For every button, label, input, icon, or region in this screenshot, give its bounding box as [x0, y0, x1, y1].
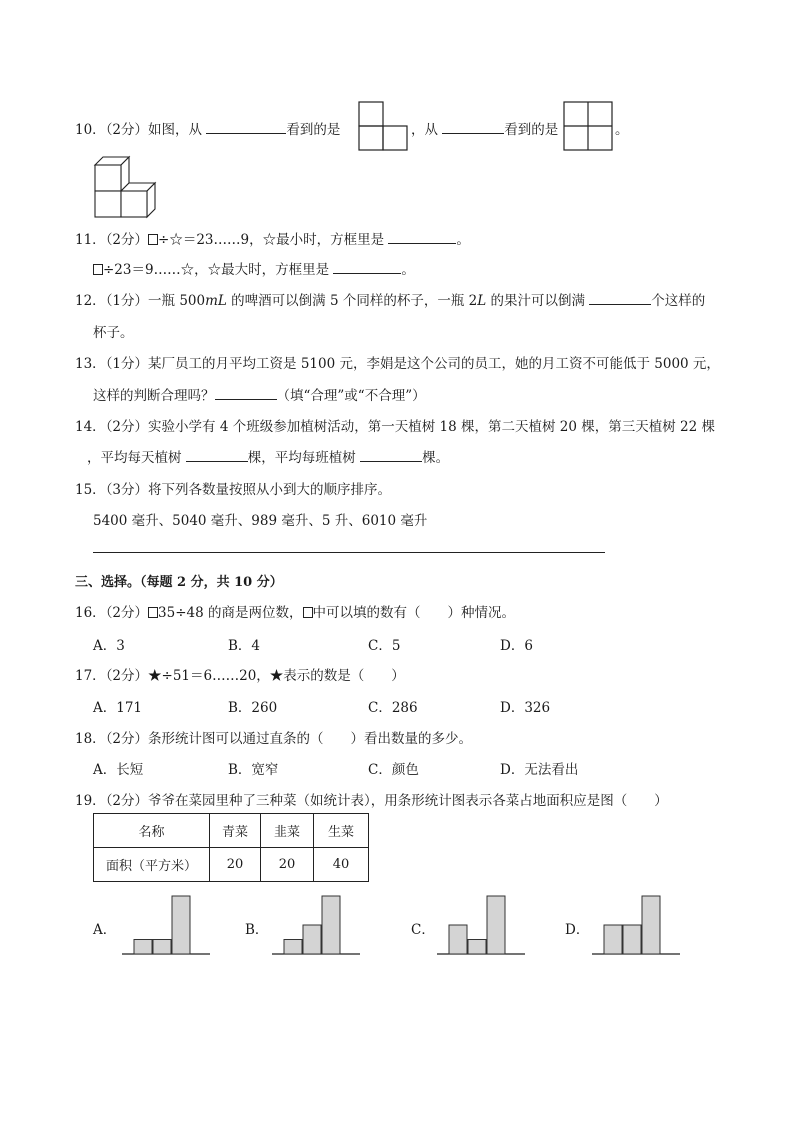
q11-square-icon-2 [93, 264, 103, 275]
q12-unit-ml: mL [205, 293, 227, 309]
q13-text-1: 某厂员工的月平均工资是 5100 元，李娟是这个公司的员工，她的月工资不可能低于 5000 元， [148, 356, 720, 372]
section-3-heading: 三、选择。（每题 2 分，共 10 分） [75, 575, 283, 590]
q10-number: 10． [75, 122, 106, 138]
q11-number: 11． [75, 232, 106, 248]
table-header-name: 名称 [94, 814, 210, 848]
q16-text-1: 35÷48 的商是两位数， [158, 605, 303, 621]
q10-text-2: 看到的是 [286, 122, 341, 138]
q14-blank-2[interactable] [360, 447, 422, 462]
table-header-jiucai: 韭菜 [261, 814, 314, 848]
table-header-qingcai: 青菜 [210, 814, 261, 848]
q14-text-4: 棵。 [422, 450, 450, 466]
q13-line [75, 352, 720, 372]
q16-option-a[interactable]: A．3 [93, 638, 125, 654]
q15-quantities: 5400 毫升、5040 毫升、989 毫升、5 升、6010 毫升 [93, 513, 428, 529]
table-header-shengcai: 生菜 [314, 814, 369, 848]
chart-bar-c-1 [449, 925, 467, 954]
q11-blank-2[interactable] [333, 259, 401, 274]
q19-text-1: 爷爷在菜园里种了三种菜（如统计表），用条形统计图表示各菜占地面积应是图（ ） [148, 793, 668, 809]
q19-statistics-table [93, 813, 369, 882]
q16-option-c[interactable]: C．5 [368, 638, 401, 654]
q14-text-3: 棵，平均每班植树 [247, 450, 356, 466]
q16-score: （2分） [105, 605, 149, 621]
q19-option-a[interactable]: A． [93, 922, 117, 938]
q18-option-d[interactable]: D．无法看出 [500, 762, 579, 778]
table-cell-qingcai: 20 [210, 848, 261, 882]
q13-text-3: （填“合理”或“不合理”） [276, 388, 426, 404]
q17-option-c[interactable]: C．286 [368, 700, 418, 716]
q13-blank[interactable] [215, 385, 277, 400]
chart-bar-a-2 [153, 940, 171, 955]
q12-unit-l: L [477, 293, 487, 309]
q16-square-icon [148, 607, 158, 618]
q14-line [75, 415, 715, 435]
chart-bar-d-3 [642, 896, 660, 954]
q12-text-1: 一瓶 500 [148, 293, 206, 309]
q19-option-b[interactable]: B． [245, 922, 269, 938]
chart-bar-a-1 [134, 940, 152, 955]
q19-chart-b [272, 893, 360, 957]
q10-view-1-image [358, 101, 410, 151]
q10-text-1: 如图，从 [148, 122, 203, 138]
q11-square-icon [148, 234, 158, 245]
q18-number: 18． [75, 731, 106, 747]
q19-chart-d [592, 893, 680, 957]
q18-option-b[interactable]: B．宽窄 [228, 762, 279, 778]
q13-score: （1分） [105, 356, 149, 372]
q17-option-a[interactable]: A．171 [93, 700, 143, 716]
q14-score: （2分） [105, 419, 149, 435]
q17-line [75, 664, 405, 684]
q14-text-1: 实验小学有 4 个班级参加植树活动，第一天植树 18 棵，第二天植树 20 棵，第三天植树 22 棵 [148, 419, 715, 435]
q19-chart-a [122, 893, 210, 957]
q13-text-2: 这样的判断合理吗？ [93, 388, 215, 404]
q12-line [75, 289, 705, 309]
q12-text-2: 的啤酒可以倒满 5 个同样的杯子，一瓶 2 [226, 293, 478, 309]
q17-score: （2分） [105, 668, 149, 684]
q19-option-d[interactable]: D． [565, 922, 590, 938]
chart-bar-b-1 [284, 940, 302, 955]
table-cell-jiucai: 20 [261, 848, 314, 882]
chart-bar-c-2 [468, 940, 486, 955]
q10-blank-2[interactable] [442, 119, 504, 134]
q18-text-1: 条形统计图可以通过直条的（ ）看出数量的多少。 [148, 731, 473, 747]
q15-answer-line[interactable] [93, 551, 605, 553]
q19-line [75, 789, 668, 809]
q19-option-c[interactable]: C． [411, 922, 435, 938]
q16-number: 16． [75, 605, 106, 621]
table-row [94, 848, 369, 882]
q19-number: 19． [75, 793, 106, 809]
q11-text-3: ÷23＝9……☆，☆最大时，方框里是 [103, 262, 330, 278]
q11-text-2: 。 [456, 232, 470, 248]
q16-option-b[interactable]: B．4 [228, 638, 261, 654]
q14-text-2: ，平均每天植树 [87, 450, 182, 466]
q17-option-b[interactable]: B．260 [228, 700, 278, 716]
q11-line-2 [93, 258, 415, 278]
q11-text-1: ÷☆＝23……9，☆最小时，方框里是 [158, 232, 385, 248]
chart-bar-a-3 [172, 896, 190, 954]
q16-text-2: 中可以填的数有（ ）种情况。 [312, 605, 515, 621]
q10-line [75, 118, 340, 138]
q15-line [75, 478, 391, 498]
q10-score: （2分） [105, 122, 149, 138]
q10-cubes-figure [93, 155, 165, 219]
q11-text-4: 。 [401, 262, 415, 278]
q18-option-c[interactable]: C．颜色 [368, 762, 419, 778]
q12-blank[interactable] [589, 290, 651, 305]
q15-text-1: 将下列各数量按照从小到大的顺序排序。 [148, 482, 392, 498]
q14-blank-1[interactable] [186, 447, 248, 462]
q16-line [75, 601, 515, 621]
q12-number: 12． [75, 293, 106, 309]
q13-number: 13． [75, 356, 106, 372]
q14-number: 14． [75, 419, 106, 435]
chart-bar-b-3 [322, 896, 340, 954]
q11-line [75, 228, 470, 248]
q10-text-4: 看到的是 [504, 122, 559, 138]
q15-number: 15． [75, 482, 106, 498]
q10-line-b [411, 118, 558, 138]
q11-blank-1[interactable] [388, 229, 456, 244]
q12-text-3: 的果汁可以倒满 [486, 293, 585, 309]
q17-option-d[interactable]: D．326 [500, 700, 551, 716]
q17-text-1: ★÷51＝6……20，★表示的数是（ ） [148, 668, 405, 684]
q18-option-a[interactable]: A．长短 [93, 762, 144, 778]
q10-text-5: 。 [615, 122, 629, 138]
q10-blank-1[interactable] [206, 119, 286, 134]
q11-score: （2分） [105, 232, 149, 248]
chart-bar-d-1 [604, 925, 622, 954]
q18-line [75, 727, 472, 747]
q19-score: （2分） [105, 793, 149, 809]
q12-text-4: 个这样的 [651, 293, 706, 309]
chart-bar-c-3 [487, 896, 505, 954]
q10-text-3: ，从 [411, 122, 438, 138]
q12-score: （1分） [105, 293, 149, 309]
chart-bar-d-2 [623, 925, 641, 954]
table-cell-shengcai: 40 [314, 848, 369, 882]
q19-chart-c [437, 893, 525, 957]
table-cell-area-label: 面积（平方米） [94, 848, 210, 882]
chart-bar-b-2 [303, 925, 321, 954]
q18-score: （2分） [105, 731, 149, 747]
q13-line-2 [93, 384, 426, 404]
q10-view-2-image [563, 101, 615, 151]
q14-line-2 [87, 446, 449, 466]
q16-square-icon-2 [303, 607, 313, 618]
q15-score: （3分） [105, 482, 149, 498]
q16-option-d[interactable]: D．6 [500, 638, 533, 654]
q12-line-2: 杯子。 [93, 325, 134, 341]
q17-number: 17． [75, 668, 106, 684]
table-row [94, 814, 369, 848]
